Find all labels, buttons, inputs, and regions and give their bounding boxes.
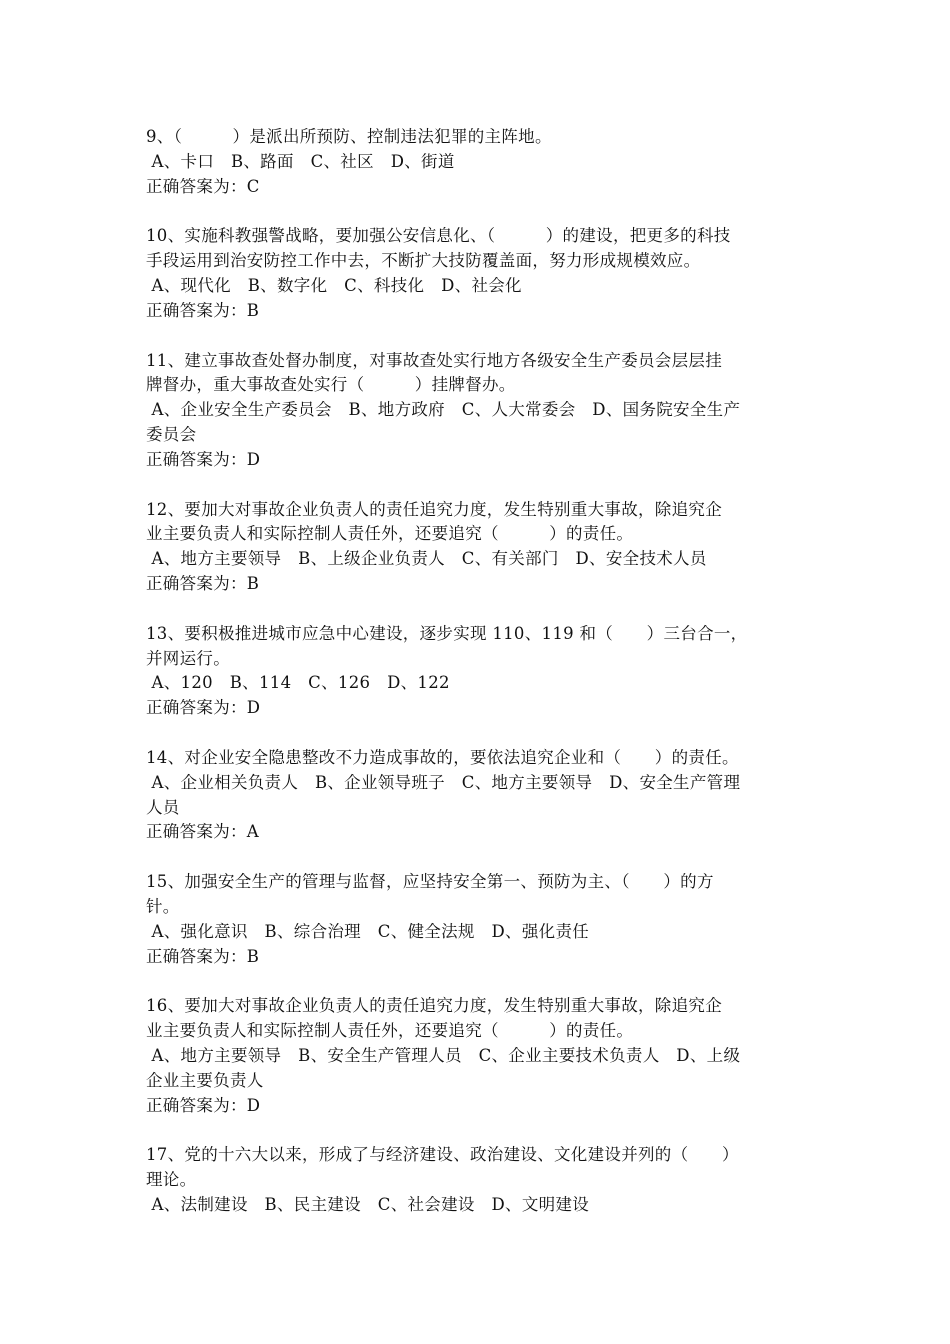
options-line: A、现代化 B、数字化 C、科技化 D、社会化 [146,275,522,295]
answer-line: 正确答案为：B [146,300,260,320]
answer-line: 正确答案为：D [146,1095,261,1115]
question-text: 10、实施科教强警战略，要加强公安信息化、（ ）的建设，把更多的科技 [146,226,731,246]
options-line: A、卡口 B、路面 C、社区 D、街道 [146,151,455,171]
question-text: 针。 [146,896,180,916]
question-text: 13、要积极推进城市应急中心建设，逐步实现 110、119 和（ ）三台合一， [146,623,748,643]
options-line: A、120 B、114 C、126 D、122 [146,673,450,693]
question-13 [146,622,810,721]
question-text: 12、要加大对事故企业负责人的责任追究力度，发生特别重大事故，除追究企 [146,499,722,519]
question-text: 15、加强安全生产的管理与监督，应坚持安全第一、预防为主、（ ）的方 [146,872,714,892]
question-text: 理论。 [146,1170,197,1190]
question-text: 9、（ ）是派出所预防、控制违法犯罪的主阵地。 [146,127,552,146]
options-line: A、法制建设 B、民主建设 C、社会建设 D、文明建设 [146,1194,590,1214]
options-line: 委员会 [146,424,197,444]
answer-line: 正确答案为：D [146,449,261,469]
answer-line: 正确答案为：A [146,822,260,842]
question-9 [146,125,810,199]
question-text: 并网运行。 [146,648,230,668]
question-12 [146,498,810,597]
question-10 [146,224,810,323]
question-text: 业主要负责人和实际控制人责任外，还要追究（ ）的责任。 [146,1021,634,1041]
options-line: 人员 [146,797,180,817]
question-text: 17、党的十六大以来，形成了与经济建设、政治建设、文化建设并列的（ ） [146,1145,739,1165]
question-11 [146,349,810,473]
options-line: A、企业安全生产委员会 B、地方政府 C、人大常委会 D、国务院安全生产 [146,400,741,420]
options-line: A、强化意识 B、综合治理 C、健全法规 D、强化责任 [146,921,590,941]
question-14 [146,746,810,845]
question-text: 业主要负责人和实际控制人责任外，还要追究（ ）的责任。 [146,524,634,544]
question-text: 11、建立事故查处督办制度，对事故查处实行地方各级安全生产委员会层层挂 [146,350,722,370]
question-15 [146,870,810,969]
options-line: A、地方主要领导 B、安全生产管理人员 C、企业主要技术负责人 D、上级 [146,1045,741,1065]
question-16 [146,994,810,1118]
answer-line: 正确答案为：B [146,946,260,966]
question-list [146,125,810,1243]
answer-line: 正确答案为：B [146,573,260,593]
question-text: 牌督办，重大事故查处实行（ ）挂牌督办。 [146,375,516,395]
question-17 [146,1143,810,1217]
answer-line: 正确答案为：C [146,176,260,196]
options-line: A、企业相关负责人 B、企业领导班子 C、地方主要领导 D、安全生产管理 [146,772,741,792]
question-text: 14、对企业安全隐患整改不力造成事故的，要依法追究企业和（ ）的责任。 [146,747,739,767]
answer-line: 正确答案为：D [146,698,261,718]
question-text: 手段运用到治安防控工作中去，不断扩大技防覆盖面，努力形成规模效应。 [146,251,701,271]
question-text: 16、要加大对事故企业负责人的责任追究力度，发生特别重大事故，除追究企 [146,996,722,1016]
options-line: 企业主要负责人 [146,1070,264,1090]
options-line: A、地方主要领导 B、上级企业负责人 C、有关部门 D、安全技术人员 [146,549,707,569]
